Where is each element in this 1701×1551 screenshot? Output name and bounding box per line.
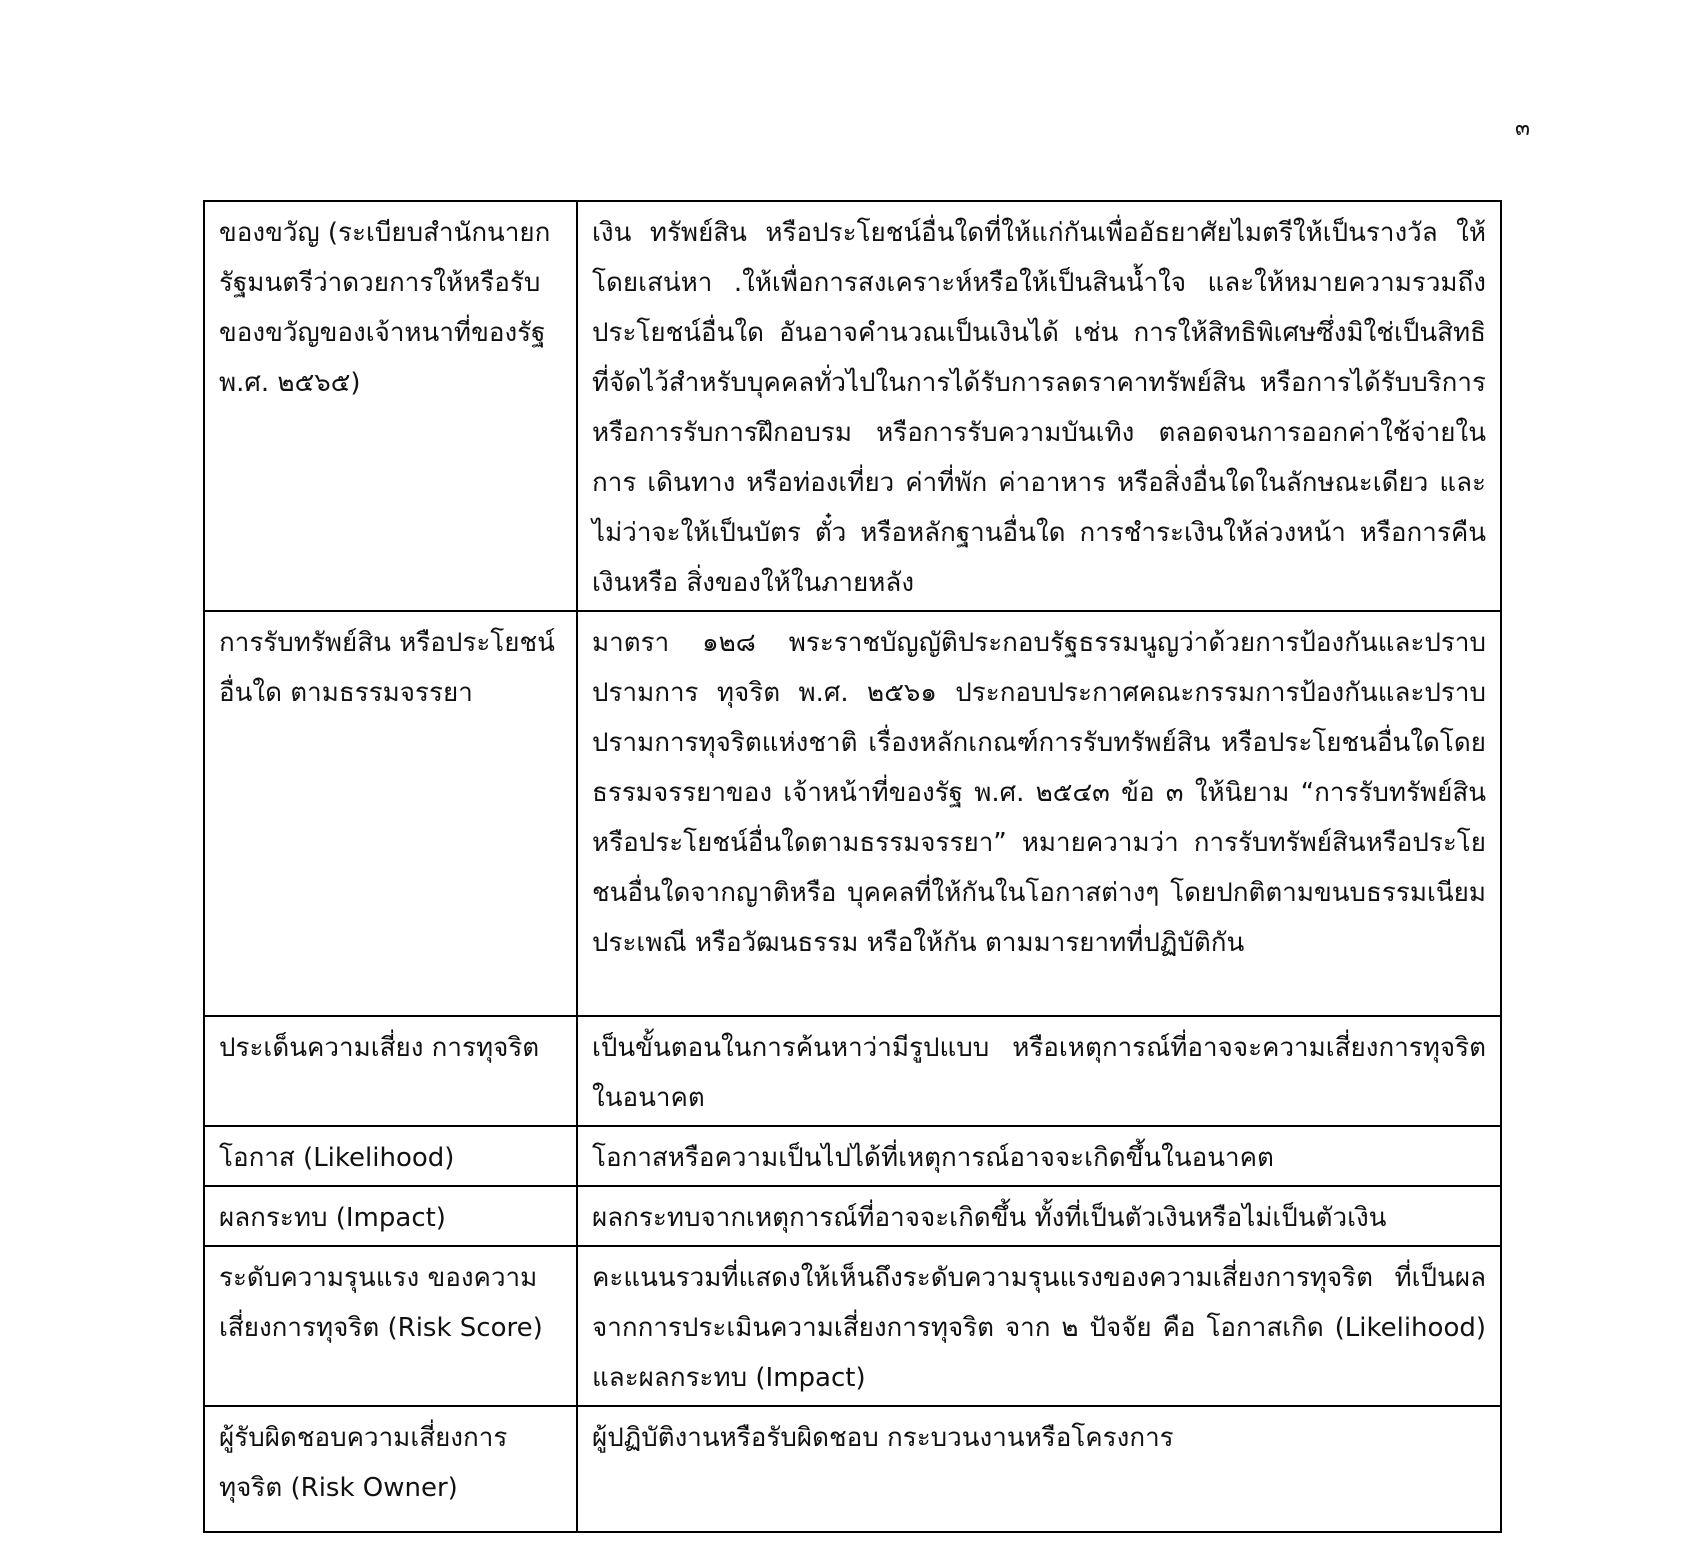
table-row (204, 1186, 1501, 1246)
description-cell: โอกาสหรือความเป็นไปได้ที่เหตุการณ์อาจจะเกิดขึ้นในอนาคต (577, 1126, 1501, 1186)
description-cell: คะแนนรวมที่แสดงให้เห็นถึงระดับความรุนแรงของความเสี่ยงการทุจริต ที่เป็นผลจากการประเมินความเสี่ยงการทุจริต จาก ๒ ปัจจัย คือ โอกาสเกิด (Likelihood) และผลกระทบ (Impact) (577, 1246, 1501, 1406)
description-cell: ผู้ปฏิบัติงานหรือรับผิดชอบ กระบวนงานหรือโครงการ (577, 1406, 1501, 1532)
definitions-table (203, 200, 1502, 1533)
term-cell: ผลกระทบ (Impact) (204, 1186, 577, 1246)
table-row (204, 611, 1501, 1016)
term-cell: โอกาส (Likelihood) (204, 1126, 577, 1186)
table-row (204, 1406, 1501, 1532)
term-cell: ของขวัญ (ระเบียบสำนักนายกรัฐมนตรีว่าดวยการให้หรือรับของขวัญของเจ้าหนาที่ของรัฐ พ.ศ. ๒๕๖๕) (204, 201, 577, 611)
table-row (204, 1126, 1501, 1186)
term-cell: ระดับความรุนแรง ของความเสี่ยงการทุจริต (Risk Score) (204, 1246, 577, 1406)
description-cell: ผลกระทบจากเหตุการณ์ที่อาจจะเกิดขึ้น ทั้งที่เป็นตัวเงินหรือไม่เป็นตัวเงิน (577, 1186, 1501, 1246)
term-cell: ประเด็นความเสี่ยง การทุจริต (204, 1016, 577, 1126)
term-cell: การรับทรัพย์สิน หรือประโยชน์อื่นใด ตามธรรมจรรยา (204, 611, 577, 1016)
description-cell: เป็นขั้นตอนในการค้นหาว่ามีรูปแบบ หรือเหตุการณ์ที่อาจจะความเสี่ยงการทุจริตในอนาคต (577, 1016, 1501, 1126)
description-cell: เงิน ทรัพย์สิน หรือประโยชน์อื่นใดที่ให้แก่กันเพื่ออัธยาศัยไมตรีให้เป็นรางวัล ให้โดยเสน่หา .ให้เพื่อการสงเคราะห์หรือให้เป็นสินน้ำใจ และให้หมายความรวมถึง ประโยชน์อื่นใด อันอาจคำนวณเป็นเงินได้ เช่น การให้สิทธิพิเศษซึ่งมิใช่เป็นสิทธิ ที่จัดไว้สำหรับบุคคลทั่วไปในการได้รับการลดราคาทรัพย์สิน หรือการได้รับบริการ หรือการรับการฝึกอบรม หรือการรับความบันเทิง ตลอดจนการออกค่าใช้จ่ายในการ เดินทาง หรือท่องเที่ยว ค่าที่พัก ค่าอาหาร หรือสิ่งอื่นใดในลักษณะเดียว และไม่ว่าจะให้เป็นบัตร ตั๋ว หรือหลักฐานอื่นใด การชำระเงินให้ล่วงหน้า หรือการคืนเงินหรือ สิ่งของให้ในภายหลัง (577, 201, 1501, 611)
description-cell: มาตรา ๑๒๘ พระราชบัญญัติประกอบรัฐธรรมนูญว่าด้วยการป้องกันและปราบปรามการ ทุจริต พ.ศ. ๒๕๖๑ ประกอบประกาศคณะกรรมการป้องกันและปราบปรามการทุจริตแห่งชาติ เรื่องหลักเกณฑ์การรับทรัพย์สิน หรือประโยชนอื่นใดโดยธรรมจรรยาของ เจ้าหน้าที่ของรัฐ พ.ศ. ๒๕๔๓ ข้อ ๓ ให้นิยาม “การรับทรัพย์สิน หรือประโยชน์อื่นใดตามธรรมจรรยา” หมายความว่า การรับทรัพย์สินหรือประโยชนอื่นใดจากญาติหรือ บุคคลที่ให้กันในโอกาสต่างๆ โดยปกติตามขนบธรรมเนียม ประเพณี หรือวัฒนธรรม หรือให้กัน ตามมารยาทที่ปฏิบัติกัน (577, 611, 1501, 1016)
table-row (204, 1246, 1501, 1406)
table-row (204, 201, 1501, 611)
table-row (204, 1016, 1501, 1126)
term-cell: ผู้รับผิดชอบความเสี่ยงการทุจริต (Risk Owner) (204, 1406, 577, 1532)
page-number: ๓ (1514, 116, 1530, 141)
